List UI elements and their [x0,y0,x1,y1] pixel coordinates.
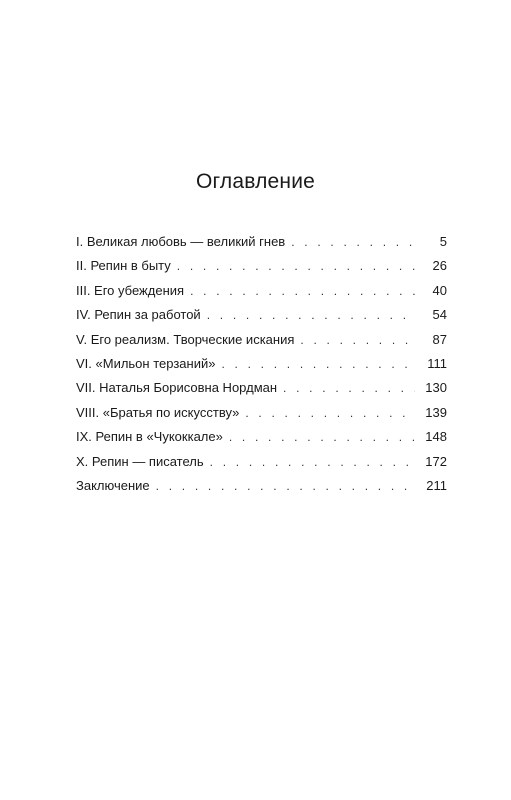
dot-leader [210,450,415,474]
toc-entry[interactable] [76,303,447,327]
toc-page-number: 148 [425,429,447,445]
toc-entry-title: II. Репин в быту [76,258,171,274]
table-of-contents [76,230,447,498]
dot-leader [207,303,415,327]
toc-entry[interactable] [76,425,447,449]
toc-entry[interactable] [76,230,447,254]
toc-entry-title: Заключение [76,477,150,493]
dot-leader [283,376,415,400]
dot-leader [245,401,415,425]
dot-leader [221,352,415,376]
dot-leader [177,254,415,278]
toc-entry[interactable] [76,376,447,400]
toc-entry-title: III. Его убеждения [76,282,185,298]
toc-entry-title: VIII. «Братья по искусству» [76,404,240,420]
toc-page-number: 111 [427,355,447,371]
toc-page-number: 172 [425,453,447,469]
dot-leader [291,230,415,254]
toc-page-number: 130 [425,380,447,396]
toc-entry-title: V. Его реализм. Творческие искания [76,331,295,347]
toc-entry-title: IX. Репин в «Чукоккале» [76,429,223,445]
toc-entry-title: X. Репин — писатель [76,453,204,469]
toc-entry-title: VII. Наталья Борисовна Нордман [76,380,278,396]
toc-entry[interactable] [76,474,447,498]
toc-entry[interactable] [76,254,447,278]
toc-page-number: 54 [432,307,447,323]
dot-leader [190,279,415,303]
toc-entry[interactable] [76,352,447,376]
toc-page-number: 26 [432,258,447,274]
dot-leader [156,474,415,498]
dot-leader [300,328,415,352]
toc-page-number: 211 [426,477,447,493]
toc-page-number: 139 [425,404,447,420]
dot-leader [229,425,415,449]
toc-page-number: 40 [432,282,447,298]
toc-entry[interactable] [76,401,447,425]
page-title: Оглавление [195,170,316,193]
toc-entry-title: VI. «Мильон терзаний» [76,355,216,371]
toc-entry[interactable] [76,450,447,474]
toc-entry[interactable] [76,279,447,303]
toc-page-number: 87 [432,331,447,347]
toc-entry-title: I. Великая любовь — великий гнев [76,234,286,249]
toc-entry[interactable] [76,328,447,352]
toc-entry-title: IV. Репин за работой [76,307,201,323]
toc-page-number: 5 [439,234,447,249]
